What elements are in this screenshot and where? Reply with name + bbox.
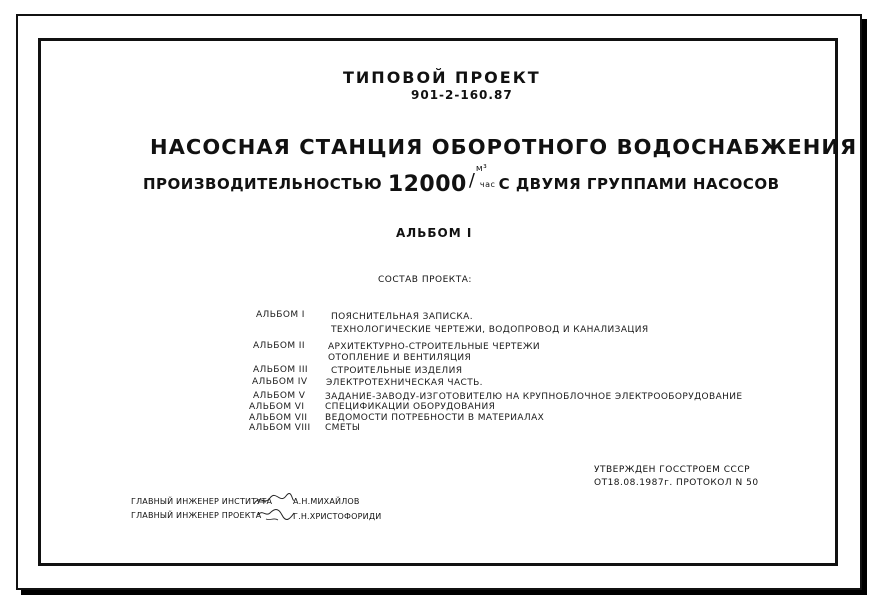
album-desc: СТРОИТЕЛЬНЫЕ ИЗДЕЛИЯ bbox=[331, 366, 463, 376]
unit-numerator: м³ bbox=[475, 164, 488, 174]
unit-denominator: час bbox=[479, 180, 496, 189]
approval-line1: УТВЕРЖДЕН ГОССТРОЕМ СССР bbox=[594, 465, 751, 475]
capacity-value: 12000 bbox=[387, 172, 467, 197]
album-desc: ВЕДОМОСТИ ПОТРЕБНОСТИ В МАТЕРИАЛАХ bbox=[325, 413, 545, 423]
album-desc: ПОЯСНИТЕЛЬНАЯ ЗАПИСКА. bbox=[331, 312, 473, 322]
capacity-unit: м³ / час bbox=[468, 164, 496, 191]
album-desc: ЭЛЕКТРОТЕХНИЧЕСКАЯ ЧАСТЬ. bbox=[326, 378, 483, 388]
approval-line2: ОТ18.08.1987г. ПРОТОКОЛ N 50 bbox=[594, 478, 759, 488]
album-label: АЛЬБОМ III bbox=[253, 365, 308, 375]
album-desc: СПЕЦИФИКАЦИИ ОБОРУДОВАНИЯ bbox=[325, 402, 496, 412]
album-desc: ОТОПЛЕНИЕ И ВЕНТИЛЯЦИЯ bbox=[328, 353, 472, 363]
album-desc: ТЕХНОЛОГИЧЕСКИЕ ЧЕРТЕЖИ, ВОДОПРОВОД И КАНАЛИЗАЦИЯ bbox=[331, 325, 649, 335]
album-label: АЛЬБОМ V bbox=[253, 391, 306, 401]
album-label: АЛЬБОМ II bbox=[253, 341, 305, 351]
title-line2-suffix: С ДВУМЯ ГРУППАМИ НАСОСОВ bbox=[498, 175, 780, 193]
project-number: 901-2-160.87 bbox=[411, 88, 513, 102]
album-desc: ЗАДАНИЕ-ЗАВОДУ-ИЗГОТОВИТЕЛЮ НА КРУПНОБЛОЧНОЕ ЭЛЕКТРООБОРУДОВАНИЕ bbox=[325, 392, 743, 402]
signature-role: ГЛАВНЫЙ ИНЖЕНЕР ИНСТИТУТА bbox=[131, 497, 273, 506]
title-line2-prefix: ПРОИЗВОДИТЕЛЬНОСТЬЮ bbox=[143, 175, 383, 193]
album-label: АЛЬБОМ VII bbox=[249, 413, 308, 423]
title-line2 bbox=[143, 164, 780, 197]
album-desc: АРХИТЕКТУРНО-СТРОИТЕЛЬНЫЕ ЧЕРТЕЖИ bbox=[328, 342, 541, 352]
album-label: АЛЬБОМ IV bbox=[252, 377, 308, 387]
signature-role: ГЛАВНЫЙ ИНЖЕНЕР ПРОЕКТА bbox=[131, 511, 262, 520]
album-label: АЛЬБОМ VIII bbox=[249, 423, 311, 433]
album-desc: СМЕТЫ bbox=[325, 423, 361, 433]
title-line1: НАСОСНАЯ СТАНЦИЯ ОБОРОТНОГО ВОДОСНАБЖЕНИЯ bbox=[150, 135, 858, 159]
composition-title: СОСТАВ ПРОЕКТА: bbox=[378, 275, 472, 285]
album-label: АЛЬБОМ I bbox=[256, 310, 305, 320]
signature-name: Г.Н.ХРИСТОФОРИДИ bbox=[293, 512, 382, 521]
album-label: АЛЬБОМ VI bbox=[249, 402, 305, 412]
project-type: ТИПОВОЙ ПРОЕКТ bbox=[343, 68, 541, 87]
signature-name: А.Н.МИХАЙЛОВ bbox=[293, 497, 360, 506]
album-heading: АЛЬБОМ I bbox=[396, 226, 473, 240]
signature-scribble-icon bbox=[256, 505, 296, 523]
